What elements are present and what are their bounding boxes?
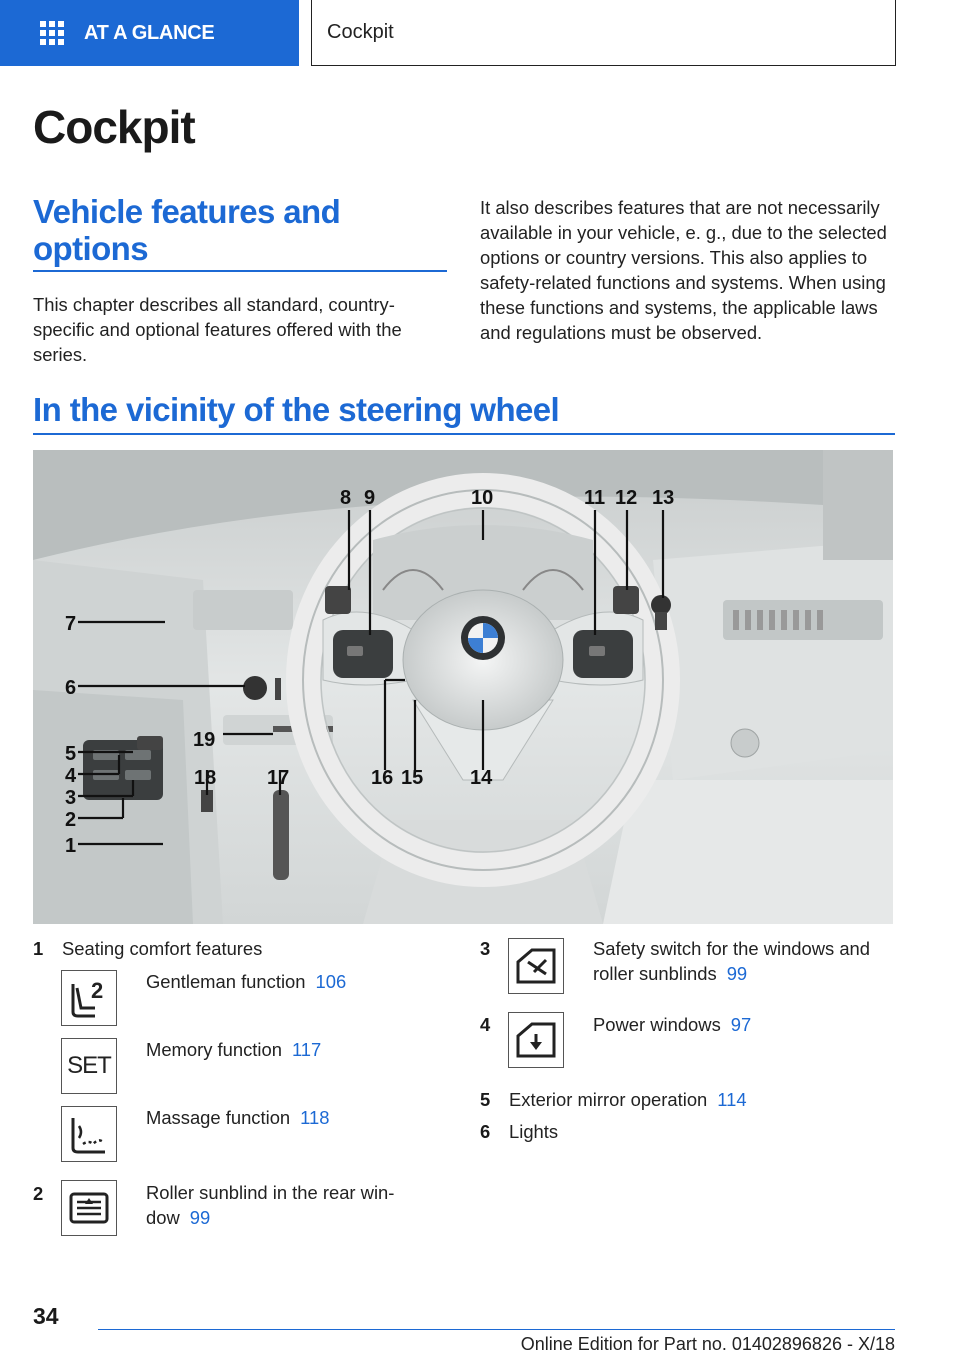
callout-number: 15 xyxy=(401,767,424,789)
legend-sub-label: Gentleman function xyxy=(146,971,306,992)
callout-number: 4 xyxy=(65,765,77,787)
legend-label: roller sunblinds xyxy=(593,963,717,984)
footer-edition: Online Edition for Part no. 01402896826 - X/18 xyxy=(520,1334,895,1354)
page-number: 34 xyxy=(33,1303,59,1329)
legend-sub-item xyxy=(146,1105,329,1130)
vehicle-features-detail: It also describes features that are not necessarily available in your vehicle, e. g., due to the selected options or country versions. This also applies to safety-related functions and systems. When using these functions and systems, the applicable laws and regulations must be observed. xyxy=(480,197,887,343)
set-icon xyxy=(61,1038,117,1094)
page-title: Cockpit xyxy=(33,101,195,153)
callout-number: 6 xyxy=(65,677,77,699)
callout-number: 9 xyxy=(364,487,376,509)
legend-sub-label: Memory function xyxy=(146,1039,282,1060)
heading-rule xyxy=(33,270,447,272)
set-icon-text: SET xyxy=(67,1052,111,1079)
callout-number: 19 xyxy=(193,729,216,751)
window-safety-switch-icon xyxy=(508,938,564,994)
legend-item-text xyxy=(593,936,870,986)
heading-rule xyxy=(33,433,895,435)
steering-wheel-heading: In the vicinity of the steering wheel xyxy=(33,391,560,428)
legend-number: 4 xyxy=(480,1014,491,1035)
callout-number: 5 xyxy=(65,743,77,765)
legend-sub-item xyxy=(146,1037,321,1062)
svg-text:2: 2 xyxy=(91,978,104,1003)
legend-item-text xyxy=(593,1012,751,1037)
seat-memory-2-icon xyxy=(61,970,117,1026)
callout-number: 13 xyxy=(652,487,675,509)
callout-number: 3 xyxy=(65,787,77,809)
page-reference-link[interactable]: 117 xyxy=(291,1039,322,1060)
section-tab-label: AT A GLANCE xyxy=(84,21,215,44)
power-window-icon xyxy=(508,1012,564,1068)
callout-number: 1 xyxy=(65,835,77,857)
callout-number: 12 xyxy=(615,487,638,509)
cockpit-illustration xyxy=(33,450,893,924)
vehicle-features-intro: This chapter describes all standard, country-specific and optional features offered with the series. xyxy=(33,294,402,365)
callout-number: 10 xyxy=(471,487,494,509)
page-reference-link[interactable]: 99 xyxy=(189,1207,211,1228)
legend-sub-label: Massage function xyxy=(146,1107,291,1128)
vehicle-features-heading: Vehicle features and options xyxy=(33,193,341,267)
legend-item-text xyxy=(509,1087,747,1112)
legend-label: Exterior mirror operation xyxy=(509,1089,708,1110)
page-reference-link[interactable]: 118 xyxy=(300,1107,330,1128)
callout-number: 7 xyxy=(65,613,77,635)
section-tab[interactable] xyxy=(0,0,299,66)
legend-number: 5 xyxy=(480,1089,491,1110)
legend-label: Safety switch for the windows and xyxy=(593,938,871,959)
page-reference-link[interactable]: 97 xyxy=(730,1014,752,1035)
callout-number: 2 xyxy=(65,809,77,831)
legend-label: dow xyxy=(146,1207,180,1228)
legend-number: 3 xyxy=(480,938,491,959)
massage-seat-icon xyxy=(61,1106,117,1162)
callout-number: 14 xyxy=(470,767,493,789)
callout-number: 11 xyxy=(584,487,606,509)
callout-number: 8 xyxy=(340,487,352,509)
legend-item-text xyxy=(146,1180,394,1230)
legend-label: Lights xyxy=(509,1121,559,1142)
cockpit-drawing xyxy=(33,450,893,924)
grid-icon xyxy=(40,21,64,45)
chapter-box xyxy=(311,0,896,66)
page-reference-link[interactable]: 99 xyxy=(726,963,748,984)
callout-number: 17 xyxy=(267,767,290,789)
legend-number: 2 xyxy=(33,1183,44,1204)
page-reference-link[interactable]: 106 xyxy=(315,971,347,992)
legend-sub-item xyxy=(146,969,346,994)
callout-number: 16 xyxy=(371,767,394,789)
legend-label: Roller sunblind in the rear win- xyxy=(146,1182,395,1203)
legend-number: 6 xyxy=(480,1121,491,1142)
legend-label: Seating comfort features xyxy=(62,938,263,959)
legend-label: Power windows xyxy=(593,1014,721,1035)
page-reference-link[interactable]: 114 xyxy=(717,1089,747,1110)
legend-number: 1 xyxy=(33,938,44,959)
chapter-label: Cockpit xyxy=(327,21,394,43)
callout-number: 18 xyxy=(194,767,217,789)
footer-rule xyxy=(98,1329,895,1330)
rear-sunblind-icon xyxy=(61,1180,117,1236)
